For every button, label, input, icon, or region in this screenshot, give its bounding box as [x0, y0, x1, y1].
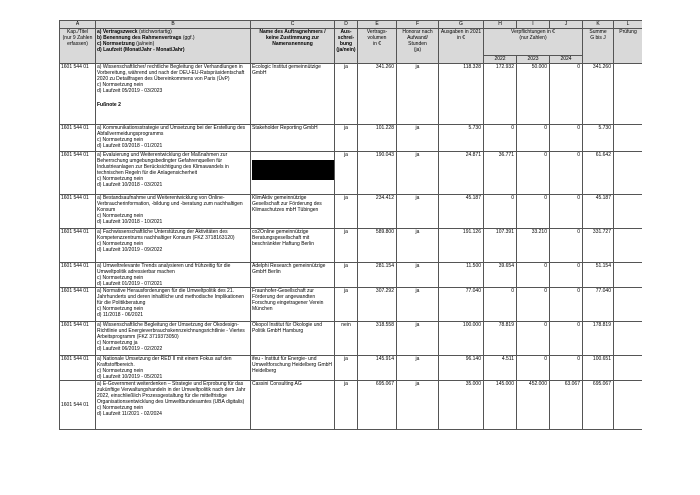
cell-ausgaben-2021-text: 45.187 [465, 195, 481, 201]
table-row [60, 195, 643, 229]
cell-2023-text: 0 [544, 195, 547, 201]
table-row [60, 64, 643, 125]
header-vertragszweck[interactable] [96, 29, 251, 64]
table-row [60, 152, 643, 195]
cell-kap-text: 1601 544 01 [61, 195, 89, 201]
cell-volume[interactable] [358, 125, 397, 152]
cell-2022-text: 78.819 [498, 322, 514, 328]
cell-kap-text: 1601 544 01 [61, 229, 89, 235]
table-row [60, 229, 643, 263]
header-auftragnehmer[interactable]: Name des Auftragnehmers / keine Zustimmung zur Namensnennung [251, 29, 335, 64]
cell-ausgaben-2021[interactable] [439, 64, 484, 125]
cell-ausschreibung[interactable] [335, 263, 358, 288]
cell-ausschreibung-text: ja [344, 64, 348, 70]
cell-contractor-text: Ökopol Institut für Ökologie und Politik GmbH Hamburg [252, 322, 323, 334]
cell-contractor-text: Cassini Consulting AG [252, 381, 302, 387]
header-b-line1: (stichwortartig) [137, 29, 172, 35]
cell-2023-text: 0 [544, 152, 547, 158]
cell-description[interactable] [96, 229, 251, 263]
cell-contractor-text: Fraunhofer-Gesellschaft zur Förderung der angewandten Forschung eingetragener Verein München [252, 288, 324, 312]
cell-2022[interactable] [484, 125, 517, 152]
cell-summe[interactable] [583, 381, 614, 430]
cell-honorar[interactable] [397, 64, 439, 125]
cell-pruefung[interactable] [614, 381, 643, 430]
cell-honorar-text: ja [415, 381, 420, 387]
cell-ausgaben-2021[interactable] [439, 381, 484, 430]
cell-2023[interactable] [517, 288, 550, 322]
cell-description[interactable] [96, 64, 251, 125]
cell-summe-text: 178.819 [592, 322, 611, 328]
cell-description[interactable] [96, 381, 251, 430]
cell-summe[interactable] [583, 152, 614, 195]
cell-kap-text: 1601 544 01 [61, 288, 89, 294]
cell-description[interactable] [96, 322, 251, 356]
cell-ausschreibung[interactable] [335, 152, 358, 195]
cell-2022-text: 0 [511, 195, 514, 201]
header-year-2024[interactable]: 2024 [550, 56, 583, 64]
cell-contractor[interactable] [251, 263, 335, 288]
cell-ausschreibung[interactable] [335, 381, 358, 430]
cell-ausgaben-2021[interactable] [439, 195, 484, 229]
table-row [60, 288, 643, 322]
header-ausgaben-2021[interactable]: Ausgaben in 2021 in € [439, 29, 484, 64]
cell-ausgaben-2021[interactable] [439, 288, 484, 322]
cell-description-text: a) Evaluierung und Weiterentwicklung der Maßnahmen zur Beherrschung umgebungsbedingter Gefahrenquellen für Industrieanlagen zur Berücksichtigung des Klimawandels in technischen Regeln für die Anlagensicherheit c) Normsetzung nein d) Laufzeit 10/2018 - 03/2021 [97, 152, 229, 188]
cell-summe[interactable] [583, 356, 614, 381]
cell-volume[interactable] [358, 195, 397, 229]
cell-volume[interactable] [358, 152, 397, 195]
col-letter[interactable]: D [335, 21, 358, 29]
cell-2024[interactable] [550, 195, 583, 229]
cell-ausgaben-2021-text: 100.000 [462, 322, 481, 328]
cell-volume-text: 281.154 [375, 263, 394, 269]
cell-description[interactable] [96, 125, 251, 152]
cell-2024[interactable] [550, 125, 583, 152]
cell-kap[interactable] [60, 381, 96, 430]
cell-honorar-text: ja [415, 229, 420, 235]
cell-description[interactable] [96, 195, 251, 229]
header-b-line1-bold: a) Vertragszweck [97, 29, 138, 35]
cell-volume-text: 589.800 [375, 229, 394, 235]
cell-kap[interactable] [60, 125, 96, 152]
header-b-line3-bold: c) Normsetzung [97, 41, 135, 47]
cell-kap-text: 1601 544 01 [61, 322, 89, 328]
cell-volume[interactable] [358, 263, 397, 288]
cell-kap[interactable] [60, 195, 96, 229]
cell-2022[interactable] [484, 229, 517, 263]
redacted-contractor-block [252, 160, 335, 180]
cell-2023[interactable] [517, 322, 550, 356]
cell-pruefung[interactable] [614, 125, 643, 152]
cell-2024-text: 0 [577, 263, 580, 269]
cell-ausschreibung-text: nein [341, 322, 351, 328]
cell-ausschreibung[interactable] [335, 356, 358, 381]
cell-2024[interactable] [550, 229, 583, 263]
cell-contractor-text: Stakeholder Reporting GmbH [252, 125, 318, 131]
cell-honorar-text: ja [415, 288, 420, 294]
cell-2024[interactable] [550, 381, 583, 430]
cell-contractor[interactable] [251, 381, 335, 430]
cell-ausschreibung[interactable] [335, 195, 358, 229]
cell-summe-text: 61.642 [595, 152, 611, 158]
cell-volume[interactable] [358, 64, 397, 125]
cell-ausschreibung[interactable] [335, 322, 358, 356]
cell-honorar[interactable] [397, 322, 439, 356]
cell-pruefung[interactable] [614, 288, 643, 322]
cell-ausgaben-2021-text: 118.328 [463, 64, 481, 70]
cell-2023[interactable] [517, 381, 550, 430]
cell-2024-text: 0 [577, 64, 580, 70]
col-letter[interactable]: A [60, 21, 96, 29]
cell-ausgaben-2021-text: 5.730 [468, 125, 481, 131]
col-letter[interactable]: H [484, 21, 517, 29]
cell-volume[interactable] [358, 229, 397, 263]
header-vertragsvolumen[interactable]: Vertrags- volumen in € [358, 29, 397, 64]
header-kap-titel[interactable]: Kap./Titel (nur 9 Zahlen erfassen) [60, 29, 96, 64]
cell-ausschreibung-text: ja [344, 195, 348, 201]
cell-honorar[interactable] [397, 356, 439, 381]
cell-description-text: a) Wissenschaftliche Begleitung der Umsetzung der Ökodesign-Richtlinie und Energieverbrauchskennzeichnungsrichtlinie - Viertes Arbeitsprogramm (FKZ 3719373050) c) Normsetzung ja d) Laufzeit 06/2019 - 02/2022 [97, 322, 245, 352]
cell-description-text: a) Bestandsaufnahme und Weiterentwicklung von Online-Verbraucherinformation, -bildung und -beratung zum nachhaltigen Konsum c) Normsetzung nein d) Laufzeit 10/2018 - 10/2021 [97, 195, 243, 225]
cell-ausschreibung-text: ja [344, 152, 348, 158]
cell-kap[interactable] [60, 322, 96, 356]
cell-volume-text: 190.043 [375, 152, 394, 158]
cell-pruefung[interactable] [614, 356, 643, 381]
table-row [60, 322, 643, 356]
spreadsheet [59, 20, 642, 495]
cell-2024[interactable] [550, 322, 583, 356]
cell-pruefung[interactable] [614, 263, 643, 288]
col-letter[interactable]: B [96, 21, 251, 29]
cell-contractor[interactable] [251, 152, 335, 195]
cell-2024-text: 0 [577, 356, 580, 362]
cell-volume[interactable] [358, 322, 397, 356]
cell-contractor-text: KlimAktiv gemeinnützige Gesellschaft zur Förderung des Klimaschutzes mbH Tübingen [252, 195, 322, 213]
cell-description[interactable] [96, 152, 251, 195]
cell-ausschreibung[interactable] [335, 64, 358, 125]
table-row [60, 125, 643, 152]
cell-summe[interactable] [583, 229, 614, 263]
cell-description-text: a) Nationale Umsetzung der RED II mit einem Fokus auf den Kraftstoffbereich. c) Normsetzung nein d) Laufzeit 10/2019 - 05/2021 [97, 356, 232, 380]
cell-kap[interactable] [60, 229, 96, 263]
cell-volume-text: 145.914 [375, 356, 394, 362]
cell-kap-text: 1601 544 01 [61, 125, 89, 131]
cell-ausschreibung-text: ja [344, 356, 348, 362]
cell-2023-text: 452.000 [528, 381, 547, 387]
cell-honorar-text: ja [415, 322, 420, 328]
cell-2024-text: 0 [577, 322, 580, 328]
cell-kap[interactable] [60, 64, 96, 125]
header-b-line3: (ja/nein) [134, 41, 155, 47]
cell-description-text: a) Fachwissenschaftliche Unterstützung der Aktivitäten des Kompetenzzentrums nachhaltiger Konsum (FKZ 3718163120) c) Normsetzung nein d) Laufzeit 10/2019 - 09/2022 [97, 229, 235, 253]
cell-description-text: a) Wissenschaftlicher/ rechtliche Begleitung der Verhandlungen in Vorbereitung, während und nach der DEU-EU-Ratspräsidentschaft 2020 zu Detailfragen des Übereinkommens von Paris (ÜvP) c) Normsetzung nein d) Laufzeit 05/2019 - 03/2023 [97, 64, 245, 94]
column-letter-row [60, 21, 643, 29]
cell-pruefung[interactable] [614, 195, 643, 229]
cell-volume[interactable] [358, 288, 397, 322]
cell-2022-text: 0 [511, 125, 514, 131]
cell-kap-text: 1601 544 01 [61, 402, 89, 408]
cell-contractor[interactable] [251, 125, 335, 152]
cell-contractor-text: Adelphi Research gemeinnützige GmbH Berlin [252, 263, 326, 275]
cell-volume[interactable] [358, 381, 397, 430]
cell-2023[interactable] [517, 125, 550, 152]
cell-volume-text: 318.558 [375, 322, 394, 328]
cell-2024[interactable] [550, 64, 583, 125]
cell-kap-text: 1601 544 01 [61, 356, 89, 362]
cell-2023-text: 0 [544, 356, 547, 362]
cell-honorar-text: ja [415, 356, 420, 362]
cell-2024[interactable] [550, 288, 583, 322]
cell-2023-text: 0 [544, 288, 547, 294]
cell-ausschreibung[interactable] [335, 229, 358, 263]
cell-pruefung[interactable] [614, 152, 643, 195]
cell-volume[interactable] [358, 356, 397, 381]
cell-2022-text: 36.771 [498, 152, 514, 158]
cell-description-text: a) Umweltrelevante Trends analysieren und frühzeitig für die Umweltpolitik adressierbar machen c) Normsetzung nein d) Laufzeit 01/2019 - 07/2021 [97, 263, 231, 287]
cell-2022[interactable] [484, 263, 517, 288]
cell-ausgaben-2021[interactable] [439, 356, 484, 381]
cell-2022-text: 0 [511, 288, 514, 294]
cell-summe-text: 51.154 [595, 263, 611, 269]
cell-summe-text: 331.727 [592, 229, 611, 235]
cell-2024-text: 0 [577, 229, 580, 235]
header-ausschreibung[interactable]: Aus- schrei- bung (ja/nein) [335, 29, 358, 64]
header-b-line2: (ggf.) [181, 35, 195, 41]
cell-summe[interactable] [583, 263, 614, 288]
cell-ausgaben-2021-text: 96.140 [465, 356, 481, 362]
cell-summe-text: 341.260 [592, 64, 611, 70]
cell-ausschreibung-text: ja [344, 125, 348, 131]
cell-honorar[interactable] [397, 195, 439, 229]
col-letter[interactable]: J [550, 21, 583, 29]
cell-summe-text: 45.187 [595, 195, 611, 201]
cell-honorar-text: ja [415, 152, 420, 158]
cell-summe-text: 695.067 [592, 381, 611, 387]
cell-description[interactable] [96, 356, 251, 381]
cell-contractor[interactable] [251, 322, 335, 356]
cell-ausgaben-2021[interactable] [439, 152, 484, 195]
cell-2022-text: 39.654 [498, 263, 514, 269]
table-row [60, 381, 643, 430]
cell-summe[interactable] [583, 195, 614, 229]
col-letter[interactable]: K [583, 21, 614, 29]
cell-ausgaben-2021-text: 24.871 [465, 152, 481, 158]
cell-2022-text: 172.932 [495, 64, 514, 70]
cell-ausgaben-2021-text: 35.000 [465, 381, 481, 387]
cell-volume-text: 307.292 [375, 288, 394, 294]
cell-ausgaben-2021-text: 191.126 [462, 229, 481, 235]
cell-summe-text: 77.040 [595, 288, 611, 294]
header-summe[interactable]: Summe G bis J [583, 29, 614, 64]
header-b-line4-bold: d) Laufzeit (Monat/Jahr - Monat/Jahr) [97, 47, 185, 53]
cell-2023-text: 0 [544, 322, 547, 328]
cell-2023-text: 0 [544, 263, 547, 269]
cell-summe[interactable] [583, 288, 614, 322]
cell-description-text: a) E-Government weiterdenken – Strategie und Erprobung für das zukünftige Verwaltungshandeln in der Umweltpolitik nach dem Jahr 2022, einschließlich Prozessgestaltung für die mittelfristige Organisationsentwicklung des Umweltbundesamtes (UBA digitalis) c) Normsetzung nein d) Laufzeit 11/2021 - 02/2024 [97, 381, 246, 417]
table-row [60, 356, 643, 381]
cell-kap-text: 1601 544 01 [61, 263, 89, 269]
cell-2023-text: 0 [544, 125, 547, 131]
cell-2022[interactable] [484, 381, 517, 430]
cell-2023-text: 33.210 [531, 229, 547, 235]
footnote-label: Fußnote 2 [97, 102, 121, 108]
cell-contractor[interactable] [251, 195, 335, 229]
cell-summe-text: 5.730 [598, 125, 611, 131]
cell-honorar-text: ja [415, 125, 420, 131]
cell-2022[interactable] [484, 356, 517, 381]
cell-honorar-text: ja [415, 195, 420, 201]
cell-2022-text: 145.000 [495, 381, 514, 387]
cell-honorar[interactable] [397, 229, 439, 263]
header-verpflichtungen[interactable]: Verpflichtungen in € (nur Zahlen) [484, 29, 583, 56]
cell-honorar[interactable] [397, 288, 439, 322]
col-letter[interactable]: G [439, 21, 484, 29]
cell-honorar[interactable] [397, 125, 439, 152]
cell-ausgaben-2021[interactable] [439, 229, 484, 263]
cell-ausgaben-2021-text: 77.040 [465, 288, 481, 294]
cell-ausgaben-2021[interactable] [439, 125, 484, 152]
cell-kap[interactable] [60, 263, 96, 288]
cell-summe[interactable] [583, 64, 614, 125]
cell-2022[interactable] [484, 152, 517, 195]
cell-2024-text: 0 [577, 125, 580, 131]
cell-2022[interactable] [484, 64, 517, 125]
cell-kap[interactable] [60, 288, 96, 322]
cell-2023[interactable] [517, 356, 550, 381]
cell-2023[interactable] [517, 152, 550, 195]
header-b-line2-bold: b) Benennung des Rahmenvertrags [97, 35, 182, 41]
cell-2022[interactable] [484, 195, 517, 229]
cell-2024[interactable] [550, 263, 583, 288]
cell-2024[interactable] [550, 356, 583, 381]
col-letter[interactable]: C [251, 21, 335, 29]
cell-pruefung[interactable] [614, 322, 643, 356]
cell-contractor[interactable] [251, 288, 335, 322]
cell-2024-text: 0 [577, 152, 580, 158]
cell-ausgaben-2021[interactable] [439, 322, 484, 356]
cell-2023[interactable] [517, 263, 550, 288]
cell-volume-text: 234.412 [375, 195, 394, 201]
header-year-2022[interactable]: 2022 [484, 56, 517, 64]
cell-ausschreibung-text: ja [344, 288, 348, 294]
cell-pruefung[interactable] [614, 64, 643, 125]
cell-ausschreibung-text: ja [344, 381, 348, 387]
cell-2024-text: 0 [577, 288, 580, 294]
cell-volume-text: 695.067 [375, 381, 394, 387]
cell-kap[interactable] [60, 356, 96, 381]
cell-2022-text: 4.511 [501, 356, 514, 362]
cell-honorar[interactable] [397, 263, 439, 288]
cell-2024[interactable] [550, 152, 583, 195]
cell-contractor[interactable] [251, 356, 335, 381]
cell-summe[interactable] [583, 125, 614, 152]
cell-pruefung[interactable] [614, 229, 643, 263]
cell-kap-text: 1601 544 01 [61, 152, 89, 158]
header-honorar[interactable]: Honorar nach Aufwand/ Stunden (ja) [397, 29, 439, 64]
cell-contractor[interactable] [251, 229, 335, 263]
cell-ausgaben-2021-text: 11.500 [466, 263, 481, 269]
cell-contractor-text: Ecologic Institut gemeinnützige GmbH [252, 64, 321, 76]
col-letter[interactable]: F [397, 21, 439, 29]
cell-summe[interactable] [583, 322, 614, 356]
cell-description[interactable] [96, 288, 251, 322]
table-row [60, 263, 643, 288]
header-year-2023[interactable]: 2023 [517, 56, 550, 64]
cell-kap-text: 1601 544 01 [61, 64, 89, 70]
cell-ausgaben-2021[interactable] [439, 263, 484, 288]
cell-ausschreibung[interactable] [335, 288, 358, 322]
cell-contractor-text: co2Online gemeinnützige Beratungsgesellschaft mit beschränkter Haftung Berlin [252, 229, 314, 247]
header-row [60, 29, 643, 56]
cell-ausschreibung-text: ja [344, 263, 348, 269]
cell-2022[interactable] [484, 288, 517, 322]
cell-2023[interactable] [517, 229, 550, 263]
cell-honorar[interactable] [397, 381, 439, 430]
contracts-table [59, 20, 642, 430]
cell-volume-text: 341.260 [375, 64, 394, 70]
cell-2023[interactable] [517, 195, 550, 229]
cell-volume-text: 101.228 [375, 125, 394, 131]
cell-2022[interactable] [484, 322, 517, 356]
col-letter[interactable]: I [517, 21, 550, 29]
cell-2024-text: 63.067 [564, 381, 580, 387]
cell-description[interactable] [96, 263, 251, 288]
cell-2023[interactable] [517, 64, 550, 125]
cell-2024-text: 0 [577, 195, 580, 201]
cell-description-text: a) Kommunikationsstrategie und Umsetzung bei der Erstellung des Abfallvermeidungsprogramms c) Normsetzung nein d) Laufzeit 03/2018 - 01/2021 [97, 125, 246, 149]
cell-honorar-text: ja [415, 64, 420, 70]
cell-ausschreibung-text: ja [344, 229, 348, 235]
col-letter[interactable]: L [614, 21, 643, 29]
cell-2023-text: 50.000 [531, 64, 547, 70]
cell-contractor[interactable] [251, 64, 335, 125]
cell-description-text: a) Normative Herausforderungen für die Umweltpolitik des 21. Jahrhunderts und deren inhaltliche und methodische Implikationen für die Politikberatung c) Normsetzung nein d) 11/2018 - 06/2021 [97, 288, 245, 318]
cell-kap[interactable] [60, 152, 96, 195]
cell-summe-text: 100.651 [592, 356, 611, 362]
cell-honorar[interactable] [397, 152, 439, 195]
cell-2022-text: 107.391 [495, 229, 514, 235]
header-pruefung[interactable]: Prüfung [614, 29, 643, 64]
cell-contractor-text: ifeu - Institut für Energie- und Umweltforschung Heidelberg GmbH Heidelberg [252, 356, 333, 374]
cell-ausschreibung[interactable] [335, 125, 358, 152]
cell-honorar-text: ja [415, 263, 420, 269]
col-letter[interactable]: E [358, 21, 397, 29]
